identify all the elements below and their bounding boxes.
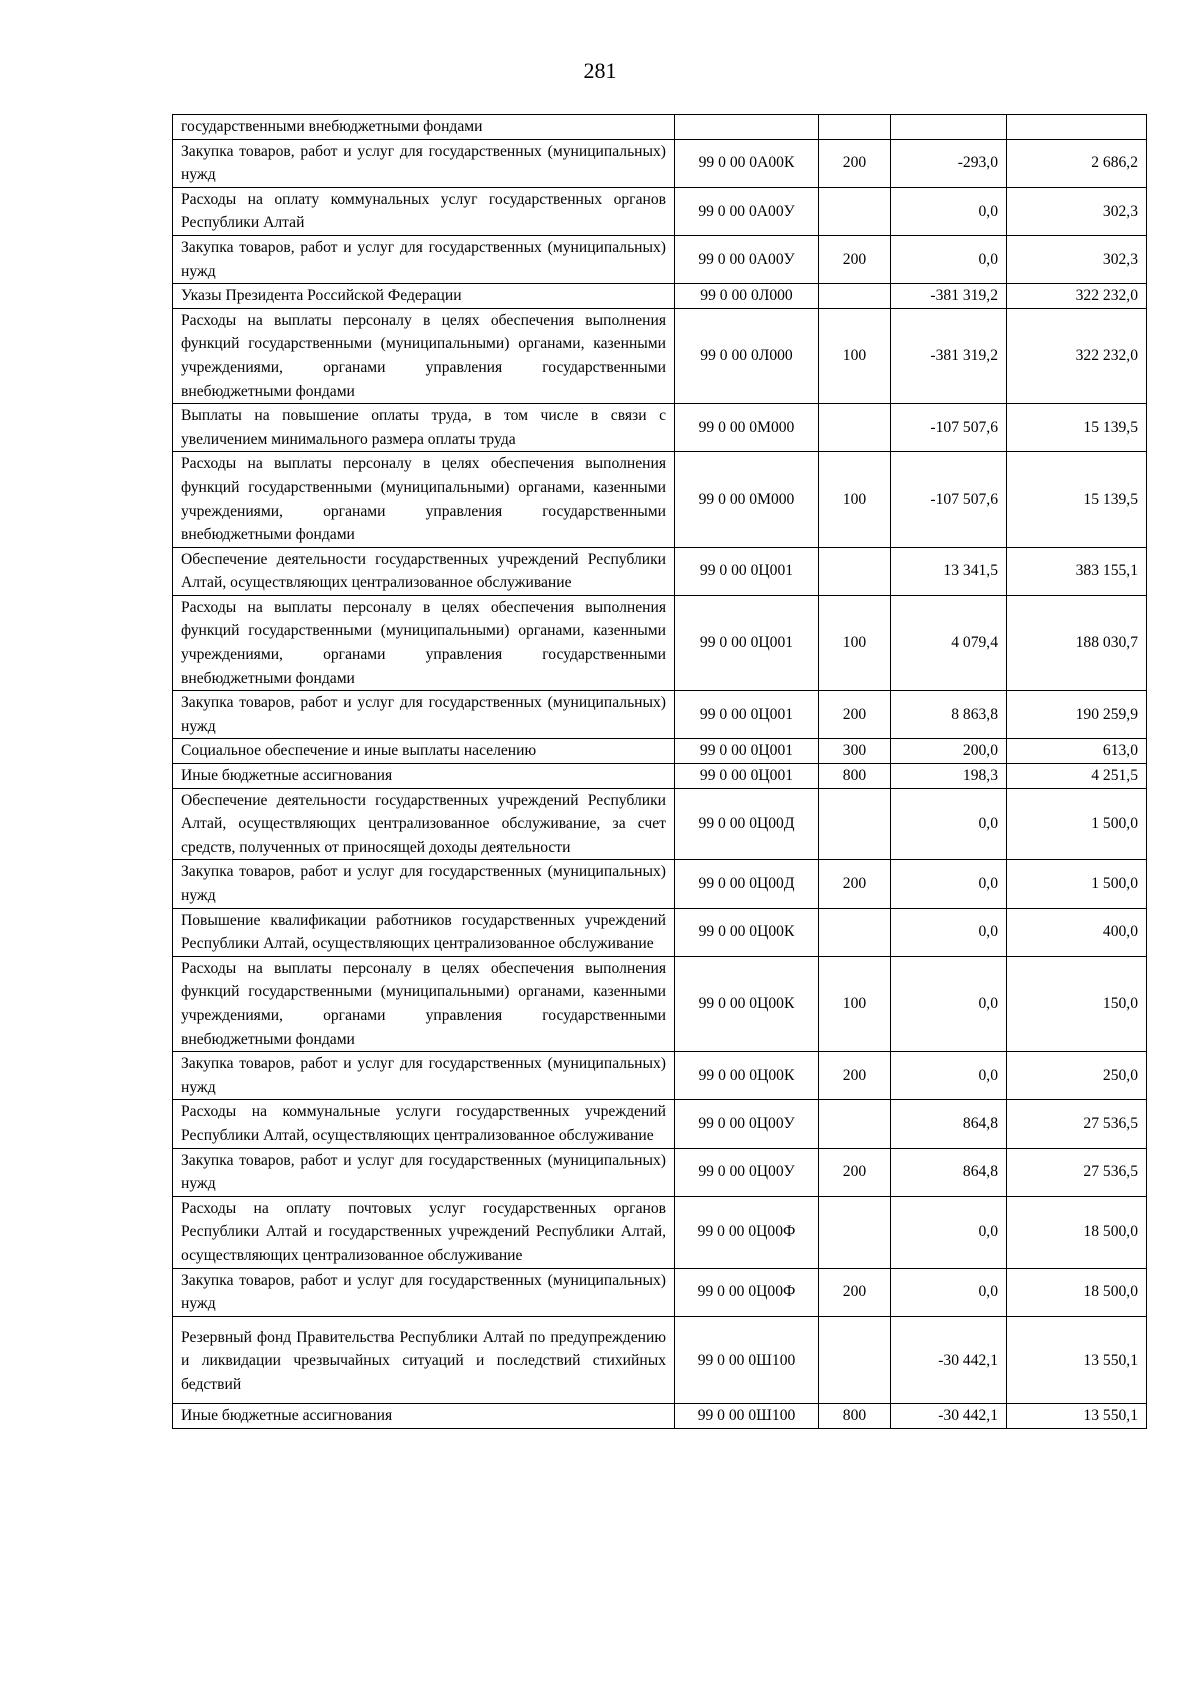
row-code: 99 0 00 0М000 (675, 452, 819, 547)
table-row (173, 404, 1147, 452)
row-name: Расходы на выплаты персоналу в целях обеспечения выполнения функций государственными (муниципальными) органами, казенными учреждениями, органами управления государственными внебюджетными фондами (173, 308, 675, 403)
row-expense-type: 200 (819, 1052, 891, 1100)
row-change-amount: 0,0 (891, 187, 1007, 235)
row-name: Указы Президента Российской Федерации (173, 284, 675, 309)
table-row (173, 739, 1147, 764)
table-row (173, 187, 1147, 235)
row-change-amount: 0,0 (891, 235, 1007, 283)
row-name: Обеспечение деятельности государственных учреждений Республики Алтай, осуществляющих централизованное обслуживание (173, 547, 675, 595)
table-row (173, 860, 1147, 908)
table-row (173, 1316, 1147, 1404)
row-change-amount: 0,0 (891, 1196, 1007, 1268)
page-number: 281 (583, 58, 617, 83)
table-row (173, 115, 1147, 140)
row-change-amount: 0,0 (891, 860, 1007, 908)
row-name: Обеспечение деятельности государственных учреждений Республики Алтай, осуществляющих централизованное обслуживание, за счет средств, полученных от приносящей доходы деятельности (173, 788, 675, 860)
row-change-amount: -381 319,2 (891, 308, 1007, 403)
row-name: Расходы на оплату коммунальных услуг государственных органов Республики Алтай (173, 187, 675, 235)
row-total-amount: 1 500,0 (1007, 788, 1147, 860)
row-name: Расходы на выплаты персоналу в целях обеспечения выполнения функций государственными (муниципальными) органами, казенными учреждениями, органами управления государственными внебюджетными фондами (173, 452, 675, 547)
row-change-amount: -107 507,6 (891, 404, 1007, 452)
row-total-amount (1007, 115, 1147, 140)
row-total-amount: 1 500,0 (1007, 860, 1147, 908)
table-row (173, 908, 1147, 956)
row-expense-type: 200 (819, 1148, 891, 1196)
row-name: Расходы на выплаты персоналу в целях обеспечения выполнения функций государственными (муниципальными) органами, казенными учреждениями, органами управления государственными внебюджетными фондами (173, 956, 675, 1051)
row-expense-type (819, 404, 891, 452)
budget-table (172, 114, 1147, 1429)
row-change-amount: 0,0 (891, 956, 1007, 1051)
row-total-amount: 150,0 (1007, 956, 1147, 1051)
row-expense-type (819, 1100, 891, 1148)
row-code: 99 0 00 0Л000 (675, 308, 819, 403)
row-code: 99 0 00 0Ц00Д (675, 788, 819, 860)
row-change-amount: -30 442,1 (891, 1316, 1007, 1404)
row-total-amount: 15 139,5 (1007, 452, 1147, 547)
table-row (173, 1148, 1147, 1196)
row-expense-type: 100 (819, 308, 891, 403)
row-code: 99 0 00 0Ц00Ф (675, 1268, 819, 1316)
table-row (173, 308, 1147, 403)
row-total-amount: 18 500,0 (1007, 1268, 1147, 1316)
table-row (173, 956, 1147, 1051)
row-code: 99 0 00 0Ц00Ф (675, 1196, 819, 1268)
row-code: 99 0 00 0Ц001 (675, 739, 819, 764)
row-code: 99 0 00 0Ц00К (675, 908, 819, 956)
row-code: 99 0 00 0Ц001 (675, 764, 819, 789)
table-row (173, 547, 1147, 595)
row-code: 99 0 00 0Ш100 (675, 1316, 819, 1404)
table-row (173, 1196, 1147, 1268)
row-total-amount: 13 550,1 (1007, 1404, 1147, 1429)
row-expense-type: 200 (819, 139, 891, 187)
row-expense-type (819, 547, 891, 595)
row-code (675, 115, 819, 140)
row-total-amount: 27 536,5 (1007, 1148, 1147, 1196)
row-code: 99 0 00 0Ц001 (675, 691, 819, 739)
table-row (173, 1052, 1147, 1100)
row-change-amount: 0,0 (891, 1052, 1007, 1100)
row-total-amount: 27 536,5 (1007, 1100, 1147, 1148)
row-name: Закупка товаров, работ и услуг для государственных (муниципальных) нужд (173, 1052, 675, 1100)
row-total-amount: 322 232,0 (1007, 308, 1147, 403)
row-name: Расходы на коммунальные услуги государственных учреждений Республики Алтай, осуществляющих централизованное обслуживание (173, 1100, 675, 1148)
row-expense-type (819, 284, 891, 309)
row-expense-type: 100 (819, 452, 891, 547)
table-row (173, 788, 1147, 860)
row-change-amount (891, 115, 1007, 140)
row-expense-type (819, 788, 891, 860)
table-row (173, 1268, 1147, 1316)
row-expense-type (819, 1196, 891, 1268)
row-code: 99 0 00 0Ш100 (675, 1404, 819, 1429)
row-name: Закупка товаров, работ и услуг для государственных (муниципальных) нужд (173, 1148, 675, 1196)
row-total-amount: 13 550,1 (1007, 1316, 1147, 1404)
row-total-amount: 250,0 (1007, 1052, 1147, 1100)
row-code: 99 0 00 0А00У (675, 235, 819, 283)
table-row (173, 1404, 1147, 1429)
row-name: Выплаты на повышение оплаты труда, в том числе в связи с увеличением минимального размера оплаты труда (173, 404, 675, 452)
row-name: Иные бюджетные ассигнования (173, 1404, 675, 1429)
table-row (173, 764, 1147, 789)
row-name: Закупка товаров, работ и услуг для государственных (муниципальных) нужд (173, 139, 675, 187)
row-change-amount: 8 863,8 (891, 691, 1007, 739)
table-row (173, 452, 1147, 547)
row-expense-type: 200 (819, 691, 891, 739)
row-name: Резервный фонд Правительства Республики Алтай по предупреждению и ликвидации чрезвычайных ситуаций и последствий стихийных бедствий (173, 1316, 675, 1404)
row-change-amount: 0,0 (891, 908, 1007, 956)
table-row (173, 595, 1147, 690)
row-total-amount: 302,3 (1007, 235, 1147, 283)
row-total-amount: 613,0 (1007, 739, 1147, 764)
row-change-amount: -293,0 (891, 139, 1007, 187)
row-name: Закупка товаров, работ и услуг для государственных (муниципальных) нужд (173, 691, 675, 739)
row-code: 99 0 00 0Ц00Д (675, 860, 819, 908)
row-expense-type: 100 (819, 956, 891, 1051)
row-expense-type: 200 (819, 860, 891, 908)
row-code: 99 0 00 0А00У (675, 187, 819, 235)
row-name: Закупка товаров, работ и услуг для государственных (муниципальных) нужд (173, 235, 675, 283)
row-name: Закупка товаров, работ и услуг для государственных (муниципальных) нужд (173, 860, 675, 908)
row-total-amount: 188 030,7 (1007, 595, 1147, 690)
row-code: 99 0 00 0Ц00У (675, 1100, 819, 1148)
table-row (173, 284, 1147, 309)
table-row (173, 691, 1147, 739)
row-code: 99 0 00 0Ц00К (675, 956, 819, 1051)
row-code: 99 0 00 0Л000 (675, 284, 819, 309)
row-expense-type (819, 115, 891, 140)
row-code: 99 0 00 0Ц00У (675, 1148, 819, 1196)
row-change-amount: 864,8 (891, 1100, 1007, 1148)
row-expense-type: 800 (819, 1404, 891, 1429)
row-expense-type: 200 (819, 1268, 891, 1316)
row-expense-type (819, 1316, 891, 1404)
row-name: Закупка товаров, работ и услуг для государственных (муниципальных) нужд (173, 1268, 675, 1316)
row-name: Расходы на оплату почтовых услуг государственных органов Республики Алтай и государственных учреждений Республики Алтай, осуществляющих централизованное обслуживание (173, 1196, 675, 1268)
row-change-amount: 0,0 (891, 1268, 1007, 1316)
row-change-amount: 13 341,5 (891, 547, 1007, 595)
row-total-amount: 18 500,0 (1007, 1196, 1147, 1268)
row-total-amount: 2 686,2 (1007, 139, 1147, 187)
row-total-amount: 302,3 (1007, 187, 1147, 235)
row-name: Расходы на выплаты персоналу в целях обеспечения выполнения функций государственными (муниципальными) органами, казенными учреждениями, органами управления государственными внебюджетными фондами (173, 595, 675, 690)
row-total-amount: 383 155,1 (1007, 547, 1147, 595)
row-code: 99 0 00 0Ц001 (675, 547, 819, 595)
table-row (173, 1100, 1147, 1148)
row-code: 99 0 00 0А00К (675, 139, 819, 187)
row-name: Повышение квалификации работников государственных учреждений Республики Алтай, осуществляющих централизованное обслуживание (173, 908, 675, 956)
row-total-amount: 190 259,9 (1007, 691, 1147, 739)
row-expense-type: 200 (819, 235, 891, 283)
row-total-amount: 400,0 (1007, 908, 1147, 956)
row-change-amount: 864,8 (891, 1148, 1007, 1196)
row-change-amount: 198,3 (891, 764, 1007, 789)
row-change-amount: -107 507,6 (891, 452, 1007, 547)
row-expense-type: 800 (819, 764, 891, 789)
row-expense-type (819, 187, 891, 235)
row-change-amount: -381 319,2 (891, 284, 1007, 309)
row-total-amount: 4 251,5 (1007, 764, 1147, 789)
row-change-amount: 4 079,4 (891, 595, 1007, 690)
row-code: 99 0 00 0М000 (675, 404, 819, 452)
row-expense-type: 100 (819, 595, 891, 690)
row-name: государственными внебюджетными фондами (173, 115, 675, 140)
row-name: Иные бюджетные ассигнования (173, 764, 675, 789)
row-expense-type (819, 908, 891, 956)
row-code: 99 0 00 0Ц00К (675, 1052, 819, 1100)
row-change-amount: 0,0 (891, 788, 1007, 860)
row-change-amount: 200,0 (891, 739, 1007, 764)
table-row (173, 235, 1147, 283)
table-row (173, 139, 1147, 187)
row-total-amount: 322 232,0 (1007, 284, 1147, 309)
row-change-amount: -30 442,1 (891, 1404, 1007, 1429)
row-code: 99 0 00 0Ц001 (675, 595, 819, 690)
row-name: Социальное обеспечение и иные выплаты населению (173, 739, 675, 764)
row-total-amount: 15 139,5 (1007, 404, 1147, 452)
row-expense-type: 300 (819, 739, 891, 764)
